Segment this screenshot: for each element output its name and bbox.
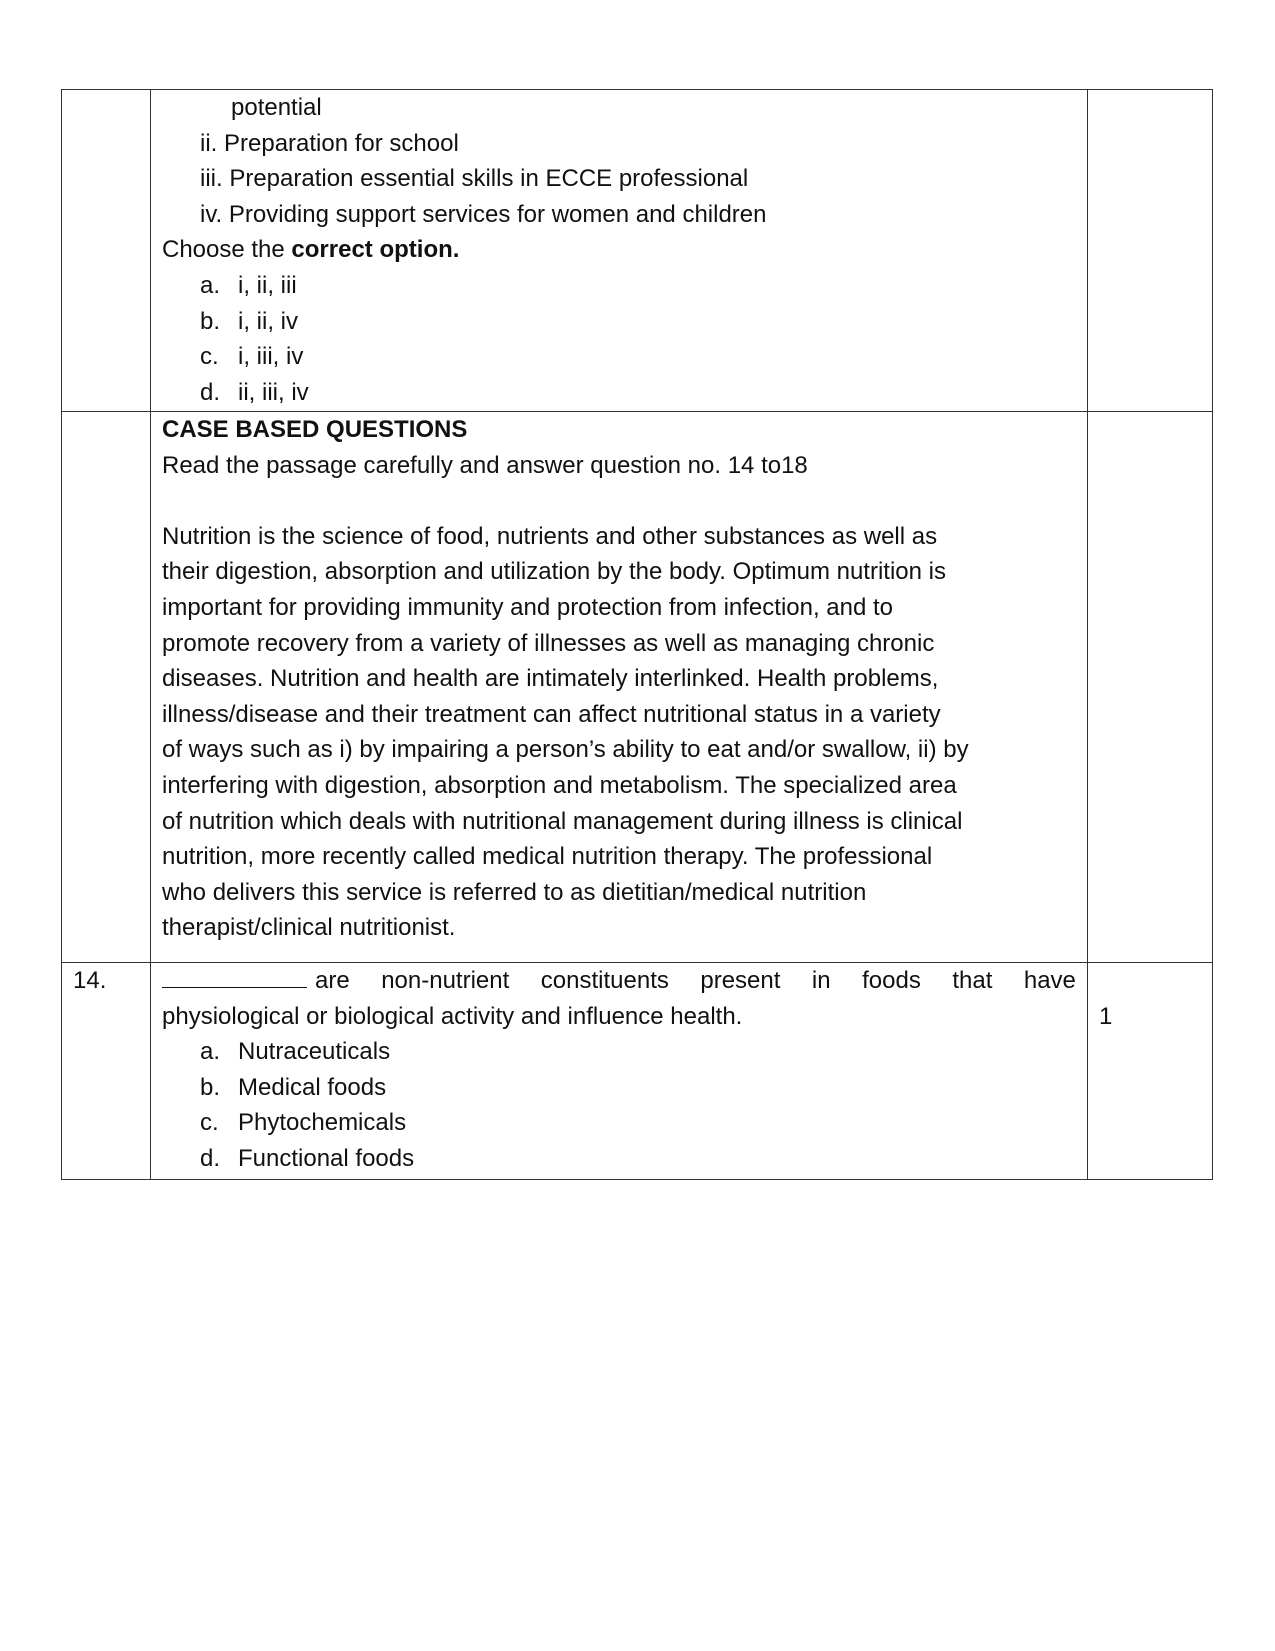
option-c	[162, 339, 1076, 375]
option-text: Functional foods	[238, 1144, 415, 1172]
option-letter: b.	[200, 1073, 221, 1101]
option-letter: a.	[200, 1038, 221, 1066]
option-d	[162, 1141, 1076, 1177]
passage-line: Nutrition is the science of food, nutrients and other substances as well as	[162, 522, 938, 550]
spacer	[162, 483, 1076, 519]
case-passage	[162, 519, 1067, 946]
option-text: Phytochemicals	[238, 1109, 407, 1137]
passage-line: who delivers this service is referred to as dietitian/medical nutrition	[162, 878, 867, 906]
case-heading: CASE BASED QUESTIONS	[162, 416, 468, 443]
option-letter: d.	[200, 378, 221, 406]
option-letter: c.	[200, 1109, 219, 1137]
continued-text: potential	[231, 94, 322, 121]
statement-iv: iv. Providing support services for women and children	[200, 200, 767, 228]
choose-instruction-prefix: Choose the	[162, 236, 292, 264]
option-b	[162, 1070, 1076, 1106]
case-passage-body	[151, 412, 1088, 963]
fill-in-blank	[162, 963, 307, 988]
question-14-row	[62, 963, 1213, 1180]
question-14-stem-line1	[162, 963, 1076, 999]
option-letter: b.	[200, 307, 221, 335]
choose-instruction	[162, 232, 1076, 268]
passage-line: important for providing immunity and protection from infection, and to	[162, 593, 894, 621]
option-letter: d.	[200, 1144, 221, 1172]
option-d	[162, 375, 1076, 411]
stem-word: constituents	[540, 967, 669, 994]
passage-line: of ways such as i) by impairing a person’s ability to eat and/or swallow, ii) by	[162, 736, 969, 764]
choose-instruction-bold: correct option.	[291, 236, 460, 264]
stem-word: foods	[862, 967, 921, 994]
option-a	[162, 1034, 1076, 1070]
case-passage-row	[62, 412, 1213, 963]
option-text: i, iii, iv	[238, 343, 304, 371]
marks-cell-empty	[1088, 90, 1213, 412]
case-instruction: Read the passage carefully and answer question no. 14 to18	[162, 451, 808, 479]
option-text: Medical foods	[238, 1073, 387, 1101]
statement-iii: iii. Preparation essential skills in ECCE professional	[200, 165, 749, 193]
question-13-body	[151, 90, 1088, 412]
stem-word: are	[315, 967, 350, 994]
passage-line: their digestion, absorption and utilization by the body. Optimum nutrition is	[162, 558, 946, 586]
question-number-cell-empty	[62, 90, 151, 412]
option-a	[162, 268, 1076, 304]
option-text: i, ii, iv	[238, 307, 298, 335]
passage-line: interfering with digestion, absorption and metabolism. The specialized area	[162, 771, 957, 799]
passage-line: nutrition, more recently called medical nutrition therapy. The professional	[162, 843, 933, 871]
question-table	[61, 89, 1213, 1180]
statement-ii: ii. Preparation for school	[200, 129, 459, 157]
stem-word: have	[1023, 967, 1076, 994]
stem-word: present	[700, 967, 781, 994]
stem-word: that	[952, 967, 993, 994]
passage-line: therapist/clinical nutritionist.	[162, 914, 456, 942]
stem-word: non-nutrient	[381, 967, 510, 994]
option-text: Nutraceuticals	[238, 1038, 391, 1066]
question-number-cell-empty	[62, 412, 151, 963]
question-number: 14.	[62, 963, 151, 1180]
passage-line: illness/disease and their treatment can affect nutritional status in a variety	[162, 700, 941, 728]
marks-cell-empty	[1088, 412, 1213, 963]
question-14-stem-line2: physiological or biological activity and influence health.	[162, 1002, 743, 1030]
stem-words	[315, 963, 1076, 999]
option-letter: a.	[200, 271, 221, 299]
passage-line: diseases. Nutrition and health are intimately interlinked. Health problems,	[162, 665, 939, 693]
passage-line: promote recovery from a variety of illnesses as well as managing chronic	[162, 629, 935, 657]
option-letter: c.	[200, 343, 219, 371]
marks-cell	[1088, 963, 1213, 1180]
option-text: i, ii, iii	[238, 271, 297, 299]
option-b	[162, 304, 1076, 340]
question-14-body	[151, 963, 1088, 1180]
stem-word: in	[811, 967, 831, 994]
marks-value: 1	[1099, 1002, 1113, 1030]
passage-line: of nutrition which deals with nutritional management during illness is clinical	[162, 807, 963, 835]
option-c	[162, 1105, 1076, 1141]
question-13-row	[62, 90, 1213, 412]
option-text: ii, iii, iv	[238, 378, 309, 406]
